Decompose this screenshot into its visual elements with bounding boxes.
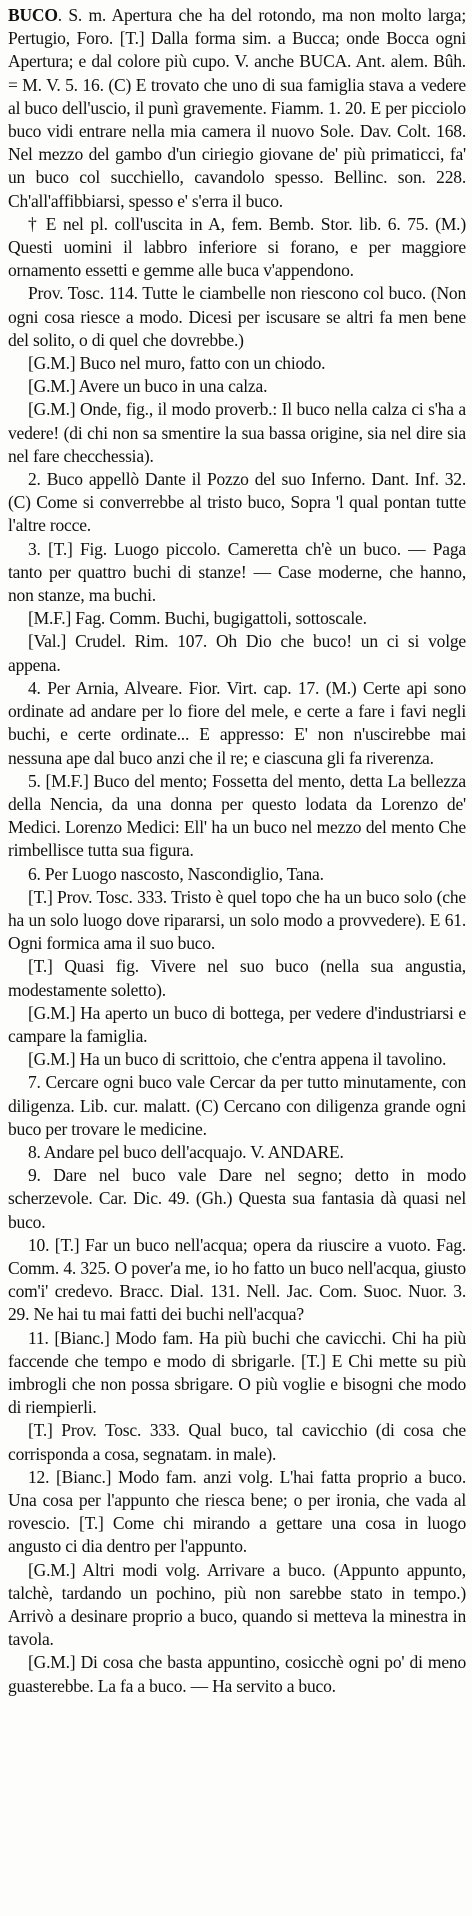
sense-12: 12. [Bianc.] Modo fam. anzi volg. L'hai fatta proprio a buco. Una cosa per l'appunto che riesca bene; o per ironia, che vada al rovescio. [T.] Come chi mirando a gettare una cosa in luogo angusto ci dia dentro per l'appunto. [8, 1466, 466, 1557]
entry-example: [Val.] Crudel. Rim. 107. Oh Dio che buco! un ci si volge appena. [8, 631, 466, 675]
sense-4: 4. Per Arnia, Alveare. Fior. Virt. cap. 17. (M.) Certe api sono ordinate ad andare per lo fiore del mele, e certe a fare i favi negli buchi, e certe ordinate... E appresso: E' non n'uscirebbe mai nessuna ape dal buco anzi che il re; e ciascuna gli fa riverenza. [8, 677, 466, 768]
entry-plural-form: † E nel pl. coll'uscita in A, fem. Bemb. Stor. lib. 6. 75. (M.) Questi uomini il labbro inferiore si forano, e per maggiore ornamento essetti e gemme alle buca v'appendono. [8, 213, 466, 281]
sense-2: 2. Buco appellò Dante il Pozzo del suo Inferno. Dant. Inf. 32. (C) Come si converrebbe al tristo buco, Sopra 'l qual pontan tutte l'altre rocce. [8, 469, 466, 536]
sense-6: 6. Per Luogo nascosto, Nascondiglio, Tana. [28, 863, 324, 884]
sense-5: 5. [M.F.] Buco del mento; Fossetta del mento, detta La bellezza della Nencia, da una donna per questo lodata da Lorenzo de' Medici. Lorenzo Medici: Ell' ha un buco nel mezzo del mento Che rimbellisce tutta sua figura. [8, 770, 466, 861]
entry-example: [G.M.] Buco nel muro, fatto con un chiodo. [28, 353, 326, 374]
sense-7: 7. Cercare ogni buco vale Cercar da per tutto minutamente, con diligenza. Lib. cur. malatt. (C) Cercano con diligenza grande ogni buco per trovare le medicine. [8, 1072, 466, 1139]
headword: BUCO [8, 5, 58, 25]
entry-definition: BUCO. S. m. Apertura che ha del rotondo, ma non molto larga; Pertugio, Foro. [T.] Dalla forma sim. a Bucca; onde Bocca ogni Apertura; e dal colore più cupo. V. anche BUCA. Ant. alem. Bûh. = M. V. 5. 16. (C) E trovato che uno di sua famiglia stava a vedere al buco dell'uscio, il punì gravemente. Fiamm. 1. 20. E per picciolo buco vidi entrare nella mia camera il nuovo Sole. Dav. Colt. 168. Nel mezzo del gambo d'un ciriegio giovane de' più primaticci, fa' un buco col succhiello, cavandolo spesso. Bellinc. son. 228. Ch'all'affibbiarsi, spesso e' s'erra il buco. [8, 5, 466, 211]
entry-proverb: [T.] Prov. Tosc. 333. Qual buco, tal cavicchio (di cosa che corrisponda a cosa, segnatam. in male). [8, 1420, 466, 1464]
entry-example: [G.M.] Altri modi volg. Arrivare a buco. (Appunto appunto, talchè, tardando un pochino, più non sarebbe stato in tempo.) Arrivò a desinare proprio a buco, quando si metteva la minestra in tavola. [8, 1559, 466, 1650]
dictionary-column [8, 4, 466, 1698]
entry-proverb: Prov. Tosc. 114. Tutte le ciambelle non riescono col buco. (Non ogni cosa riesce a modo. Dicesi per iscusare se altri fa men bene del solito, o di quel che dovrebbe.) [8, 283, 466, 350]
entry-example: [T.] Prov. Tosc. 333. Tristo è quel topo che ha un buco solo (che ha un solo luogo dove ripararsi, un solo modo a provvedere). E 61. Ogni formica ama il suo buco. [8, 886, 466, 954]
sense-10: 10. [T.] Far un buco nell'acqua; opera da riuscire a vuoto. Fag. Comm. 4. 325. O pover'a me, io ho fatto un buco nell'acqua, giusto com'i' credevo. Bracc. Dial. 131. Nell. Jac. Com. Suoc. Nuor. 3. 29. Ne hai tu mai fatti dei buchi nell'acqua? [8, 1234, 466, 1325]
entry-example: [M.F.] Fag. Comm. Buchi, bugigattoli, sottoscale. [28, 608, 367, 629]
entry-example: [G.M.] Onde, fig., il modo proverb.: Il buco nella calza ci s'ha a vedere! (di chi non sa smentire la sua bassa origine, sia nel dire sia nel fare checchessia). [8, 399, 466, 466]
entry-example: [G.M.] Avere un buco in una calza. [28, 376, 268, 397]
sense-3: 3. [T.] Fig. Luogo piccolo. Cameretta ch'è un buco. — Paga tanto per quattro buchi di stanze! — Case moderne, che hanno, non stanze, ma buchi. [8, 538, 466, 606]
entry-example: [G.M.] Di cosa che basta appuntino, cosicchè ogni po' di meno guasterebbe. La fa a buco. — Ha servito a buco. [8, 1652, 466, 1696]
sense-9: 9. Dare nel buco vale Dare nel segno; detto in modo scherzevole. Car. Dic. 49. (Gh.) Questa sua fantasia dà quasi nel buco. [8, 1165, 466, 1232]
entry-example: [G.M.] Ha aperto un buco di bottega, per vedere d'industriarsi e campare la famiglia. [8, 1002, 466, 1046]
entry-example: [T.] Quasi fig. Vivere nel suo buco (nella sua angustia, modestamente soletto). [8, 956, 466, 1000]
entry-example: [G.M.] Ha un buco di scrittoio, che c'entra appena il tavolino. [28, 1049, 447, 1070]
sense-8: 8. Andare pel buco dell'acquajo. V. ANDARE. [28, 1141, 344, 1162]
sense-11: 11. [Bianc.] Modo fam. Ha più buchi che cavicchi. Chi ha più faccende che tempo e modo di sbrigarle. [T.] E Chi mette su più imbrogli che non possa sbrigare. O più voglie e bisogni che modo di riempierli. [8, 1327, 466, 1418]
